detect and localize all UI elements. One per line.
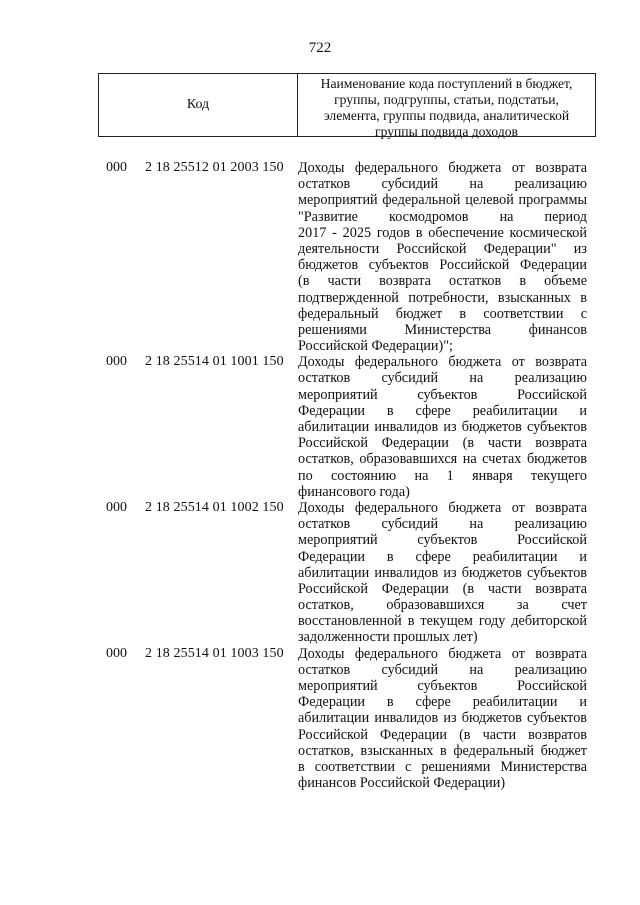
description-line: остатков субсидий на реализацию [298,176,587,193]
description-line: (в части возврата остатков в объеме [298,273,587,290]
description-line: остатков субсидий на реализацию [298,516,587,533]
table-row [0,160,640,354]
description-line: Федерации в сфере реабилитации и [298,402,587,419]
page-number: 722 [308,40,332,56]
description-line: Федерации в сфере реабилитации и [298,548,587,565]
revenue-code: 2 18 25514 01 1003 150 [145,645,284,661]
table-body [0,160,640,791]
description-line: Российской Федерации)"; [298,338,453,355]
description-line: Доходы федерального бюджета от возврата [298,160,587,176]
description-line: мероприятий субъектов Российской [298,532,587,549]
description-line: финансов Российской Федерации) [298,775,506,792]
revenue-code: 2 18 25514 01 1001 150 [145,354,284,370]
revenue-description [298,160,587,354]
description-line: 2017 - 2025 годов в обеспечение космической [298,224,587,241]
description-line: мероприятий субъектов Российской [298,678,587,694]
description-line: "Развитие космодромов на период [298,208,587,225]
admin-code: 000 [106,645,127,661]
description-line: Российской Федерации (в части возвратов [298,726,587,743]
description-line: федеральный бюджет в соответствии с [298,305,587,322]
description-line: Федерации в сфере реабилитации и [298,694,587,711]
description-line: остатков субсидий на реализацию [298,661,587,678]
description-line: задолженности прошлых лет) [298,629,478,646]
description-line: деятельности Российской Федерации" из [298,240,587,257]
description-line: решениями Министерства финансов [298,321,587,338]
description-line: по состоянию на 1 января текущего [298,467,587,484]
table-row [0,500,640,646]
revenue-code: 2 18 25512 01 2003 150 [145,160,284,175]
table-row [0,646,640,792]
description-line: восстановленной в текущем году дебиторской [298,613,587,630]
description-line: бюджетов субъектов Российской Федерации [298,257,587,274]
description-line: остатков субсидий на реализацию [298,370,587,387]
admin-code: 000 [106,499,127,515]
description-line: Доходы федерального бюджета от возврата [298,499,587,516]
description-line: абилитации инвалидов из бюджетов субъектов [298,564,587,581]
description-line: остатков, взысканных в федеральный бюджет [298,742,587,759]
description-line: финансового года) [298,483,410,500]
revenue-description [298,354,587,500]
admin-code: 000 [106,354,127,370]
admin-code: 000 [106,160,127,175]
description-line: Российской Федерации (в части возврата [298,580,587,597]
revenue-description [298,646,587,792]
description-line: подтвержденной потребности, взысканных в [298,289,587,306]
table-row [0,354,640,500]
revenue-code: 2 18 25514 01 1002 150 [145,499,284,515]
description-line: абилитации инвалидов из бюджетов субъектов [298,419,587,435]
header-name-cell: Наименование кода поступлений в бюджет, группы, подгруппы, статьи, подстатьи, элемента, группы подвида, аналитической группы подвида доходов [320,76,573,139]
revenue-description [298,500,587,646]
description-line: в соответствии с решениями Министерства [298,758,587,775]
description-line: Доходы федерального бюджета от возврата [298,645,587,662]
description-line: Доходы федерального бюджета от возврата [298,354,587,371]
description-line: абилитации инвалидов из бюджетов субъектов [298,710,587,727]
table-header [98,73,596,137]
header-code-cell: Код [99,74,298,136]
description-line: остатков, образовавшихся за счет [298,597,587,614]
description-line: мероприятий субъектов Российской [298,386,587,403]
description-line: Российской Федерации (в части возврата [298,435,587,452]
description-line: мероприятий федеральной целевой программы [298,192,587,209]
description-line: остатков, образовавшихся на счетах бюджетов [298,451,587,468]
